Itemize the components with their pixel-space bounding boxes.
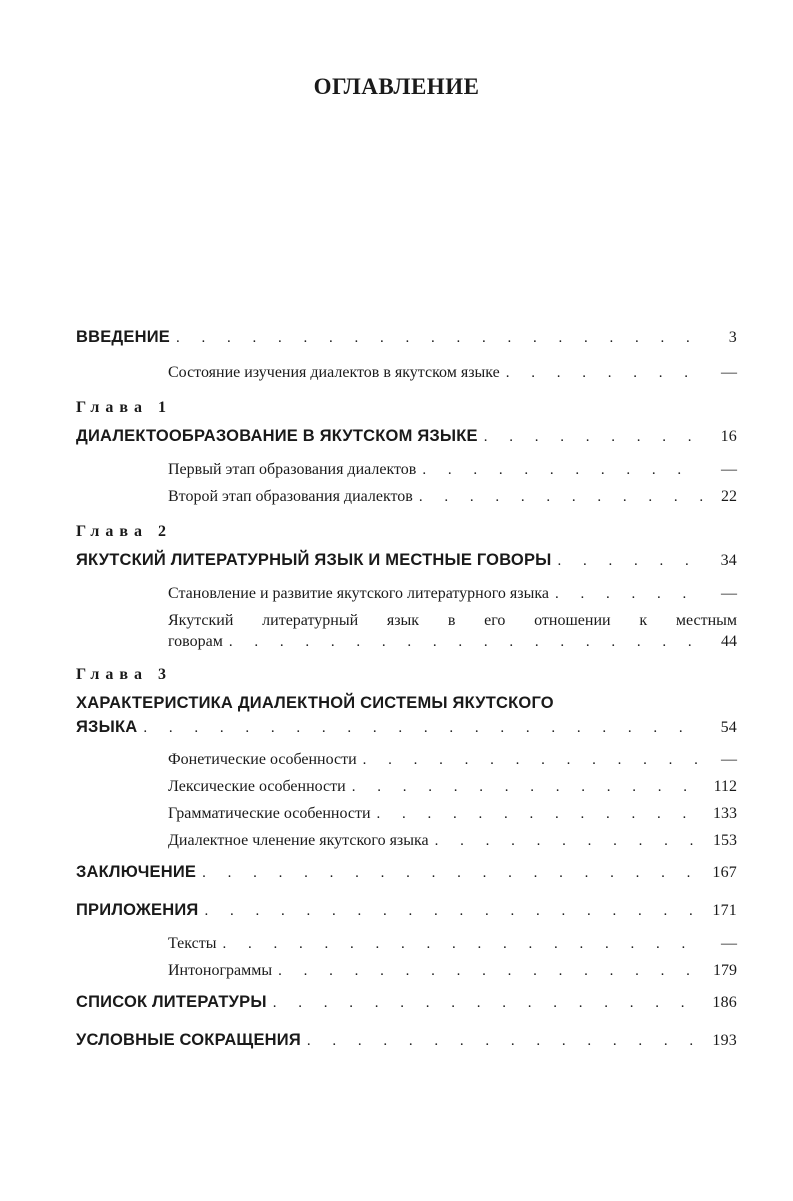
toc-page-number: — (721, 585, 737, 602)
toc-subentry-label: Становление и развитие якутского литературного языка (168, 585, 549, 602)
toc-entry-label: ВВЕДЕНИЕ (76, 328, 170, 346)
chapter-1-label: Глава 1 (76, 399, 172, 416)
toc-entry-label: ЗАКЛЮЧЕНИЕ (76, 863, 197, 881)
toc-subentry-label: Грамматические особенности (168, 805, 371, 822)
dot-leader (176, 327, 703, 349)
toc-subentry-intonograms[interactable] (168, 960, 737, 982)
toc-entry-label: УСЛОВНЫЕ СОКРАЩЕНИЯ (76, 1031, 301, 1049)
toc-entry-label: ЯКУТСКИЙ ЛИТЕРАТУРНЫЙ ЯЗЫК И МЕСТНЫЕ ГОВОРЫ (76, 551, 552, 569)
dot-leader (307, 1030, 703, 1052)
toc-entry-chapter-2[interactable] (76, 549, 737, 572)
dot-leader (273, 992, 703, 1014)
toc-subentry-texts[interactable] (168, 933, 737, 955)
toc-subentry-second-stage[interactable] (168, 486, 737, 508)
toc-page-number: 171 (712, 902, 737, 919)
toc-subentry-first-stage[interactable] (168, 459, 737, 481)
dot-leader (419, 486, 703, 508)
dot-leader (506, 362, 703, 384)
dot-leader (202, 862, 702, 884)
dot-leader (352, 776, 703, 798)
toc-page-number: 3 (728, 329, 737, 346)
toc-page-number: 44 (721, 633, 737, 650)
dot-leader (555, 583, 703, 605)
toc-page-number: — (721, 364, 737, 381)
dot-leader (278, 960, 703, 982)
dot-leader (558, 550, 703, 572)
toc-entry-conclusion[interactable] (76, 861, 737, 884)
toc-subentry-label: Интонограммы (168, 962, 273, 979)
toc-subentry-intro-state-of-study[interactable] (168, 362, 737, 384)
dot-leader (422, 459, 703, 481)
dot-leader (435, 830, 703, 852)
dot-leader (143, 717, 703, 739)
toc-entry-references[interactable] (76, 991, 737, 1014)
dot-leader (377, 803, 703, 825)
toc-entry-label-line1[interactable]: ХАРАКТЕРИСТИКА ДИАЛЕКТНОЙ СИСТЕМЫ ЯКУТСКОГО (76, 694, 554, 712)
toc-entry-introduction[interactable] (76, 326, 737, 349)
toc-subentry-label: Лексические особенности (168, 778, 346, 795)
toc-page-number: 186 (712, 994, 737, 1011)
toc-entry-label: ПРИЛОЖЕНИЯ (76, 901, 199, 919)
toc-page-number: — (721, 751, 737, 768)
toc-entry-label: ЯЗЫКА (76, 718, 138, 736)
dot-leader (363, 749, 703, 771)
dot-leader (222, 933, 703, 955)
toc-subentry-label: говорам (168, 633, 223, 650)
toc-subentry-label: Состояние изучения диалектов в якутском языке (168, 364, 500, 381)
toc-subentry-grammatical[interactable] (168, 803, 737, 825)
toc-subentry-label-line1[interactable]: Якутский литературный язык в его отношении к местным (168, 612, 737, 629)
toc-page-number: 167 (712, 864, 737, 881)
chapter-2-label: Глава 2 (76, 523, 172, 540)
toc-page-number: — (721, 461, 737, 478)
chapter-3-label: Глава 3 (76, 666, 172, 683)
toc-entry-label: ДИАЛЕКТООБРАЗОВАНИЕ В ЯКУТСКОМ ЯЗЫКЕ (76, 427, 478, 445)
toc-entry-chapter-3[interactable] (76, 716, 737, 739)
toc-entry-label: СПИСОК ЛИТЕРАТУРЫ (76, 993, 267, 1011)
toc-subentry-lexical[interactable] (168, 776, 737, 798)
toc-page-number: 179 (713, 962, 737, 979)
dot-leader (204, 900, 702, 922)
toc-page-number: 133 (713, 805, 737, 822)
toc-subentry-label: Тексты (168, 935, 217, 952)
toc-subentry-label: Диалектное членение якутского языка (168, 832, 429, 849)
toc-page-number: 16 (720, 428, 737, 445)
toc-subentry-literary-language-formation[interactable] (168, 583, 737, 605)
toc-page-number: 153 (713, 832, 737, 849)
toc-page-number: 22 (721, 488, 737, 505)
toc-page-number: 54 (720, 719, 737, 736)
toc-subentry-dialect-division[interactable] (168, 830, 737, 852)
toc-page-number: 112 (713, 778, 737, 795)
page-title: ОГЛАВЛЕНИЕ (313, 74, 480, 99)
dot-leader (484, 426, 703, 448)
toc-page-number: 34 (720, 552, 737, 569)
toc-page-number: 193 (712, 1032, 737, 1049)
toc-subentry-literary-vs-dialects[interactable] (168, 631, 737, 653)
dot-leader (229, 631, 703, 653)
toc-entry-abbreviations[interactable] (76, 1029, 737, 1052)
toc-subentry-label: Фонетические особенности (168, 751, 357, 768)
toc-page-number: — (721, 935, 737, 952)
toc-subentry-label: Второй этап образования диалектов (168, 488, 413, 505)
toc-entry-appendices[interactable] (76, 899, 737, 922)
toc-entry-chapter-1[interactable] (76, 425, 737, 448)
toc-subentry-phonetic[interactable] (168, 749, 737, 771)
toc-subentry-label: Первый этап образования диалектов (168, 461, 417, 478)
